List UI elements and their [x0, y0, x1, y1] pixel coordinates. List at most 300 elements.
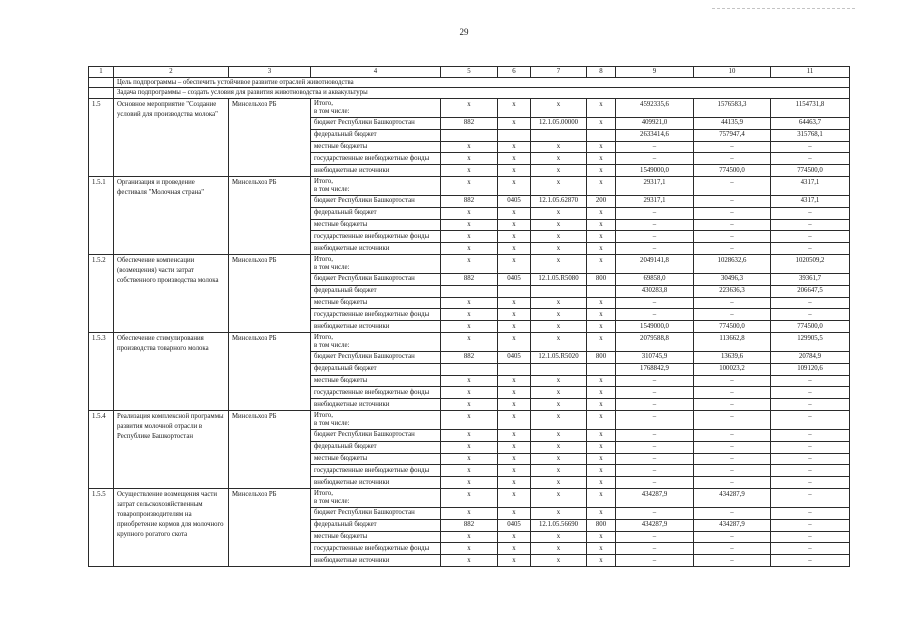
- column-number-row: [89, 67, 850, 78]
- code-cell: х: [441, 543, 498, 555]
- amount-total-cell: –: [616, 429, 694, 441]
- amount-cell: –: [694, 507, 771, 519]
- amount-cell: –: [694, 207, 771, 219]
- code-cell: х: [587, 477, 616, 489]
- amount-cell: –: [771, 219, 850, 231]
- amount-total-cell: –: [616, 555, 694, 567]
- amount-total-cell: 434287,9: [616, 488, 694, 507]
- funding-source-cell: внебюджетные источники: [311, 399, 441, 411]
- column-number: 3: [229, 67, 311, 78]
- code-cell: [441, 363, 498, 375]
- funding-source-cell: местные бюджеты: [311, 219, 441, 231]
- measure-total-row: [89, 99, 850, 118]
- code-cell: х: [498, 441, 531, 453]
- code-cell: х: [531, 453, 587, 465]
- amount-cell: –: [771, 399, 850, 411]
- code-cell: х: [587, 243, 616, 255]
- code-cell: х: [441, 219, 498, 231]
- measure-number: 1.5: [89, 99, 114, 177]
- amount-cell: 100023,2: [694, 363, 771, 375]
- measure-number: 1.5.2: [89, 254, 114, 332]
- column-number: 2: [114, 67, 229, 78]
- funding-source-cell: бюджет Республики Башкортостан: [311, 273, 441, 285]
- amount-cell: 44135,9: [694, 118, 771, 130]
- code-cell: х: [498, 465, 531, 477]
- scan-artifact-line: [712, 8, 855, 9]
- code-cell: х: [498, 488, 531, 507]
- amount-cell: –: [771, 141, 850, 153]
- code-cell: [441, 129, 498, 141]
- code-cell: 12.1.05.R5080: [531, 273, 587, 285]
- code-cell: [441, 285, 498, 297]
- amount-cell: 4317,1: [771, 176, 850, 195]
- code-cell: х: [498, 254, 531, 273]
- code-cell: х: [531, 488, 587, 507]
- code-cell: [531, 129, 587, 141]
- code-cell: 0405: [498, 519, 531, 531]
- amount-cell: –: [771, 507, 850, 519]
- amount-cell: –: [771, 429, 850, 441]
- code-cell: х: [531, 410, 587, 429]
- measure-name: Организация и проведение фестиваля "Молочная страна": [114, 176, 229, 254]
- amount-cell: 1020509,2: [771, 254, 850, 273]
- measure-responsible: Минсельхоз РБ: [229, 332, 311, 410]
- code-cell: х: [441, 555, 498, 567]
- amount-total-cell: 2079588,8: [616, 332, 694, 351]
- amount-cell: 774500,0: [694, 321, 771, 333]
- code-cell: х: [441, 297, 498, 309]
- amount-cell: 434287,9: [694, 519, 771, 531]
- measure-total-row: [89, 410, 850, 429]
- code-cell: х: [498, 453, 531, 465]
- funding-source-cell: бюджет Республики Башкортостан: [311, 351, 441, 363]
- funding-source-cell: федеральный бюджет: [311, 207, 441, 219]
- code-cell: х: [531, 243, 587, 255]
- measure-name: Основное мероприятие "Создание условий для производства молока": [114, 99, 229, 177]
- code-cell: х: [441, 99, 498, 118]
- code-cell: 800: [587, 273, 616, 285]
- measure-name: Осуществление возмещения части затрат сельскохозяйственным товаропроизводителям на приобретение кормов для молочного крупного рогатого скота: [114, 488, 229, 566]
- amount-total-cell: 430283,8: [616, 285, 694, 297]
- code-cell: х: [441, 477, 498, 489]
- measure-number: 1.5.3: [89, 332, 114, 410]
- amount-cell: –: [694, 441, 771, 453]
- funding-source-cell: государственные внебюджетные фонды: [311, 309, 441, 321]
- measure-responsible: Минсельхоз РБ: [229, 488, 311, 566]
- amount-total-cell: 310745,9: [616, 351, 694, 363]
- amount-cell: 13639,6: [694, 351, 771, 363]
- amount-total-cell: –: [616, 375, 694, 387]
- amount-total-cell: –: [616, 531, 694, 543]
- funding-source-cell: Итого, в том числе:: [311, 488, 441, 507]
- column-number: 1: [89, 67, 114, 78]
- measure-name: Обеспечение компенсации (возмещения) части затрат собственного производства молока: [114, 254, 229, 332]
- amount-cell: –: [694, 309, 771, 321]
- amount-cell: 774500,0: [694, 165, 771, 177]
- code-cell: х: [498, 429, 531, 441]
- code-cell: х: [587, 321, 616, 333]
- funding-source-cell: бюджет Республики Башкортостан: [311, 507, 441, 519]
- amount-total-cell: –: [616, 399, 694, 411]
- amount-total-cell: –: [616, 387, 694, 399]
- page-number: 29: [459, 27, 469, 37]
- measure-total-row: [89, 332, 850, 351]
- code-cell: х: [587, 141, 616, 153]
- code-cell: х: [498, 141, 531, 153]
- amount-cell: 1154731,8: [771, 99, 850, 118]
- code-cell: х: [531, 477, 587, 489]
- measure-total-row: [89, 254, 850, 273]
- amount-cell: 109120,6: [771, 363, 850, 375]
- code-cell: х: [587, 387, 616, 399]
- code-cell: х: [587, 399, 616, 411]
- amount-total-cell: 2049141,8: [616, 254, 694, 273]
- code-cell: [531, 363, 587, 375]
- column-number: 11: [771, 67, 850, 78]
- amount-total-cell: –: [616, 243, 694, 255]
- amount-cell: –: [771, 519, 850, 531]
- code-cell: х: [531, 165, 587, 177]
- amount-cell: –: [771, 555, 850, 567]
- measure-number: 1.5.4: [89, 410, 114, 488]
- funding-source-cell: местные бюджеты: [311, 375, 441, 387]
- amount-total-cell: –: [616, 507, 694, 519]
- funding-source-cell: государственные внебюджетные фонды: [311, 153, 441, 165]
- amount-cell: –: [694, 243, 771, 255]
- code-cell: х: [531, 441, 587, 453]
- measure-total-row: [89, 488, 850, 507]
- code-cell: [531, 285, 587, 297]
- code-cell: х: [587, 99, 616, 118]
- funding-source-cell: Итого, в том числе:: [311, 99, 441, 118]
- amount-cell: –: [771, 488, 850, 507]
- code-cell: 12.1.05.00000: [531, 118, 587, 130]
- amount-cell: 129905,5: [771, 332, 850, 351]
- code-cell: [498, 285, 531, 297]
- funding-source-cell: федеральный бюджет: [311, 441, 441, 453]
- amount-cell: –: [694, 410, 771, 429]
- code-cell: х: [587, 507, 616, 519]
- amount-cell: –: [771, 231, 850, 243]
- amount-cell: –: [694, 176, 771, 195]
- code-cell: х: [498, 176, 531, 195]
- funding-source-cell: федеральный бюджет: [311, 129, 441, 141]
- amount-total-cell: –: [616, 207, 694, 219]
- amount-cell: –: [771, 207, 850, 219]
- funding-source-cell: бюджет Республики Башкортостан: [311, 118, 441, 130]
- code-cell: 12.1.05.56690: [531, 519, 587, 531]
- amount-total-cell: –: [616, 219, 694, 231]
- code-cell: х: [587, 453, 616, 465]
- amount-total-cell: –: [616, 153, 694, 165]
- amount-cell: –: [771, 153, 850, 165]
- measure-responsible: Минсельхоз РБ: [229, 99, 311, 177]
- amount-cell: –: [771, 531, 850, 543]
- code-cell: х: [587, 332, 616, 351]
- amount-cell: 774500,0: [771, 321, 850, 333]
- code-cell: х: [498, 165, 531, 177]
- code-cell: х: [587, 118, 616, 130]
- column-number: 9: [616, 67, 694, 78]
- code-cell: х: [531, 555, 587, 567]
- goal-row: [89, 78, 850, 88]
- budget-table: [88, 66, 850, 567]
- code-cell: 0405: [498, 351, 531, 363]
- column-number: 5: [441, 67, 498, 78]
- code-cell: 882: [441, 351, 498, 363]
- amount-total-cell: –: [616, 465, 694, 477]
- code-cell: х: [531, 176, 587, 195]
- amount-cell: –: [771, 375, 850, 387]
- amount-cell: –: [694, 453, 771, 465]
- amount-cell: –: [694, 399, 771, 411]
- code-cell: х: [587, 176, 616, 195]
- amount-total-cell: –: [616, 543, 694, 555]
- code-cell: [498, 129, 531, 141]
- amount-cell: 113662,8: [694, 332, 771, 351]
- code-cell: х: [587, 531, 616, 543]
- amount-cell: –: [771, 465, 850, 477]
- empty-cell: [89, 78, 114, 88]
- code-cell: х: [587, 219, 616, 231]
- code-cell: [587, 129, 616, 141]
- code-cell: х: [531, 219, 587, 231]
- code-cell: х: [441, 531, 498, 543]
- code-cell: [587, 285, 616, 297]
- code-cell: х: [498, 555, 531, 567]
- code-cell: 200: [587, 195, 616, 207]
- code-cell: [587, 363, 616, 375]
- measure-name: Реализация комплексной программы развития молочной отрасли в Республике Башкортостан: [114, 410, 229, 488]
- amount-cell: –: [771, 543, 850, 555]
- funding-source-cell: бюджет Республики Башкортостан: [311, 429, 441, 441]
- code-cell: х: [531, 254, 587, 273]
- amount-total-cell: –: [616, 477, 694, 489]
- funding-source-cell: внебюджетные источники: [311, 555, 441, 567]
- code-cell: х: [498, 531, 531, 543]
- code-cell: х: [587, 207, 616, 219]
- amount-total-cell: 1549000,0: [616, 321, 694, 333]
- code-cell: 800: [587, 519, 616, 531]
- code-cell: х: [531, 153, 587, 165]
- code-cell: х: [498, 507, 531, 519]
- amount-cell: 64463,7: [771, 118, 850, 130]
- code-cell: х: [498, 231, 531, 243]
- code-cell: х: [441, 332, 498, 351]
- funding-source-cell: внебюджетные источники: [311, 477, 441, 489]
- amount-cell: –: [694, 219, 771, 231]
- code-cell: х: [441, 441, 498, 453]
- amount-total-cell: –: [616, 231, 694, 243]
- funding-source-cell: бюджет Республики Башкортостан: [311, 195, 441, 207]
- code-cell: х: [498, 243, 531, 255]
- funding-source-cell: федеральный бюджет: [311, 363, 441, 375]
- code-cell: х: [441, 176, 498, 195]
- code-cell: х: [587, 543, 616, 555]
- amount-cell: –: [771, 309, 850, 321]
- measure-responsible: Минсельхоз РБ: [229, 410, 311, 488]
- code-cell: х: [531, 321, 587, 333]
- code-cell: х: [498, 387, 531, 399]
- code-cell: 882: [441, 273, 498, 285]
- amount-cell: –: [771, 387, 850, 399]
- code-cell: х: [587, 488, 616, 507]
- code-cell: х: [587, 254, 616, 273]
- amount-cell: –: [694, 429, 771, 441]
- amount-total-cell: 434287,9: [616, 519, 694, 531]
- code-cell: х: [587, 309, 616, 321]
- code-cell: х: [531, 207, 587, 219]
- code-cell: х: [531, 465, 587, 477]
- code-cell: 882: [441, 118, 498, 130]
- amount-cell: –: [694, 297, 771, 309]
- amount-total-cell: 1768842,9: [616, 363, 694, 375]
- code-cell: 0405: [498, 195, 531, 207]
- code-cell: х: [498, 543, 531, 555]
- code-cell: х: [587, 153, 616, 165]
- code-cell: х: [587, 410, 616, 429]
- code-cell: х: [531, 141, 587, 153]
- code-cell: х: [441, 399, 498, 411]
- column-number: 10: [694, 67, 771, 78]
- amount-total-cell: –: [616, 297, 694, 309]
- amount-cell: –: [694, 543, 771, 555]
- code-cell: х: [531, 507, 587, 519]
- code-cell: х: [498, 321, 531, 333]
- column-number: 6: [498, 67, 531, 78]
- funding-source-cell: Итого, в том числе:: [311, 332, 441, 351]
- amount-total-cell: –: [616, 453, 694, 465]
- amount-cell: 774500,0: [771, 165, 850, 177]
- code-cell: х: [587, 165, 616, 177]
- code-cell: х: [441, 465, 498, 477]
- measure-number: 1.5.1: [89, 176, 114, 254]
- code-cell: х: [498, 99, 531, 118]
- code-cell: х: [441, 387, 498, 399]
- code-cell: х: [441, 410, 498, 429]
- amount-total-cell: 4592335,6: [616, 99, 694, 118]
- code-cell: х: [587, 555, 616, 567]
- code-cell: х: [441, 309, 498, 321]
- code-cell: х: [441, 141, 498, 153]
- amount-total-cell: –: [616, 441, 694, 453]
- funding-source-cell: федеральный бюджет: [311, 285, 441, 297]
- code-cell: х: [441, 375, 498, 387]
- amount-cell: 206647,5: [771, 285, 850, 297]
- column-number: 8: [587, 67, 616, 78]
- amount-cell: –: [771, 243, 850, 255]
- amount-cell: 315768,1: [771, 129, 850, 141]
- amount-cell: –: [771, 441, 850, 453]
- subprogram-goal: Цель подпрограммы – обеспечить устойчивое развитие отраслей животноводства: [114, 78, 850, 88]
- column-number: 4: [311, 67, 441, 78]
- amount-cell: 1576583,3: [694, 99, 771, 118]
- code-cell: х: [498, 477, 531, 489]
- amount-total-cell: 29317,1: [616, 176, 694, 195]
- code-cell: х: [441, 488, 498, 507]
- code-cell: х: [498, 375, 531, 387]
- code-cell: [498, 363, 531, 375]
- empty-cell: [89, 88, 114, 99]
- amount-cell: 4317,1: [771, 195, 850, 207]
- amount-cell: –: [694, 141, 771, 153]
- amount-cell: 20784,9: [771, 351, 850, 363]
- code-cell: х: [531, 543, 587, 555]
- funding-source-cell: местные бюджеты: [311, 141, 441, 153]
- measure-responsible: Минсельхоз РБ: [229, 176, 311, 254]
- code-cell: х: [498, 309, 531, 321]
- code-cell: х: [441, 321, 498, 333]
- funding-source-cell: государственные внебюджетные фонды: [311, 543, 441, 555]
- code-cell: х: [441, 243, 498, 255]
- code-cell: х: [441, 231, 498, 243]
- amount-total-cell: 69858,0: [616, 273, 694, 285]
- subprogram-task: Задача подпрограммы – создать условия для развития животноводства и аквакультуры: [114, 88, 850, 99]
- code-cell: 882: [441, 519, 498, 531]
- amount-cell: 39361,7: [771, 273, 850, 285]
- code-cell: х: [587, 429, 616, 441]
- code-cell: х: [441, 254, 498, 273]
- amount-cell: –: [771, 410, 850, 429]
- amount-cell: –: [694, 153, 771, 165]
- funding-source-cell: местные бюджеты: [311, 297, 441, 309]
- code-cell: х: [587, 375, 616, 387]
- amount-cell: –: [694, 555, 771, 567]
- column-number: 7: [531, 67, 587, 78]
- amount-cell: –: [771, 453, 850, 465]
- code-cell: 800: [587, 351, 616, 363]
- code-cell: х: [587, 465, 616, 477]
- code-cell: х: [441, 429, 498, 441]
- measure-name: Обеспечение стимулирования производства товарного молока: [114, 332, 229, 410]
- amount-cell: –: [694, 231, 771, 243]
- table-body: [89, 67, 850, 567]
- code-cell: х: [498, 410, 531, 429]
- funding-source-cell: внебюджетные источники: [311, 321, 441, 333]
- funding-source-cell: государственные внебюджетные фонды: [311, 231, 441, 243]
- code-cell: х: [531, 399, 587, 411]
- code-cell: х: [587, 231, 616, 243]
- code-cell: 0405: [498, 273, 531, 285]
- amount-cell: –: [694, 195, 771, 207]
- amount-cell: 30496,3: [694, 273, 771, 285]
- amount-cell: –: [694, 375, 771, 387]
- code-cell: х: [531, 332, 587, 351]
- funding-source-cell: федеральный бюджет: [311, 519, 441, 531]
- funding-source-cell: Итого, в том числе:: [311, 176, 441, 195]
- code-cell: х: [498, 399, 531, 411]
- code-cell: 12.1.05.62870: [531, 195, 587, 207]
- funding-source-cell: внебюджетные источники: [311, 243, 441, 255]
- code-cell: х: [441, 153, 498, 165]
- code-cell: х: [441, 165, 498, 177]
- amount-cell: 1028632,6: [694, 254, 771, 273]
- amount-total-cell: –: [616, 410, 694, 429]
- code-cell: х: [531, 387, 587, 399]
- funding-source-cell: Итого, в том числе:: [311, 254, 441, 273]
- code-cell: х: [531, 309, 587, 321]
- amount-total-cell: 29317,1: [616, 195, 694, 207]
- code-cell: х: [531, 531, 587, 543]
- code-cell: х: [587, 297, 616, 309]
- amount-cell: 223636,3: [694, 285, 771, 297]
- funding-source-cell: государственные внебюджетные фонды: [311, 387, 441, 399]
- funding-source-cell: местные бюджеты: [311, 453, 441, 465]
- code-cell: 12.1.05.R5020: [531, 351, 587, 363]
- measure-responsible: Минсельхоз РБ: [229, 254, 311, 332]
- funding-source-cell: местные бюджеты: [311, 531, 441, 543]
- amount-total-cell: –: [616, 141, 694, 153]
